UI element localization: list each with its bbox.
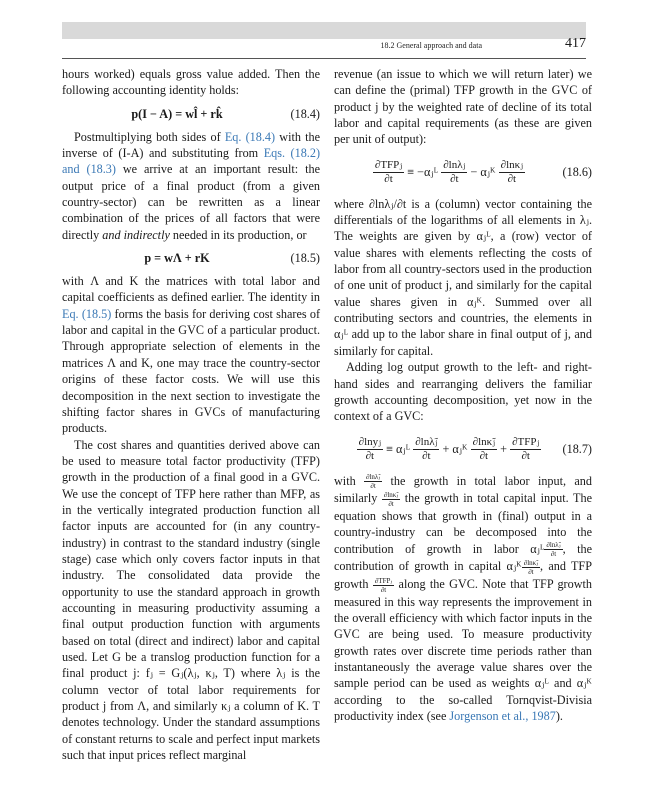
operator: ≡ αⱼᴸ xyxy=(386,441,411,456)
text: along the GVC. Note that TFP growth measured in this way represents the improvement in the overall efficiency with which factor inputs in the GVC are being used. To measure productivity growth rates over discrete time periods rather than instantaneously the average value shares over the sample period can be used as weights αⱼᴸ and αⱼᴷ according to the so-called Tornqvist-Divisia productivity index (see xyxy=(334,577,592,724)
fraction xyxy=(413,436,439,463)
denominator: ∂t xyxy=(507,173,517,186)
denominator: ∂t xyxy=(388,499,394,508)
eq-link[interactable]: Eq. (18.5) xyxy=(62,306,112,321)
header-band xyxy=(62,22,586,39)
text: ). xyxy=(555,709,563,724)
operator: + αⱼᴷ xyxy=(442,441,468,456)
fraction xyxy=(373,577,394,594)
eq-link[interactable]: Eq. (18.4) xyxy=(224,129,276,144)
text: , the contribution of growth in capital αⱼᴷ xyxy=(334,541,592,574)
operator: + xyxy=(500,441,508,456)
text: forms the basis for deriving cost shares of labor and capital in the GVC of a particular product. Through appropriate selection of elements in the matrices Λ and K, one may trace the country-sector origins of these factor costs. We will use this decomposition in the next section to investigate the shifting factor shares in GVCs of manufacturing products. xyxy=(62,306,321,436)
equation-body: p(I − A) = wl̂ + rk̂ xyxy=(131,106,223,121)
numerator: ∂TFPⱼ xyxy=(374,159,403,172)
numerator: ∂lnκ̃ⱼ xyxy=(523,559,539,568)
page-number: 417 xyxy=(565,36,586,51)
paragraph: where ∂lnλⱼ/∂t is a (column) vector containing the differentials of the logarithms of all elements in λⱼ. The weights are given by αⱼᴸ, a (row) vector of value shares with elements reflecting the costs of labor from all country-sectors used in the production of one unit of product j, and similarly for the capital value shares given in αⱼᴷ. Summed over all contributing sectors and countries, the elements in αⱼᴸ add up to the labor share in final output of j, and similarly for capital. xyxy=(334,196,592,358)
denominator: ∂t xyxy=(550,550,557,559)
fraction xyxy=(510,436,541,463)
paragraph: revenue (an issue to which we will return later) we can define the (primal) TFP growth in the GVC of product j by the weighted rate of decline of its total labor and capital requirements (as these are given per unit of output): xyxy=(334,67,592,147)
equation-number: (18.5) xyxy=(290,251,320,266)
paragraph xyxy=(62,273,320,436)
eq-link[interactable]: Eqs. (18.2) and (18.3) xyxy=(62,146,320,177)
paragraph: Adding log output growth to the left- and right-hand sides and rearranging delivers the familiar growth accounting decomposition, yet now in the context of a GVC: xyxy=(334,360,592,424)
numerator: ∂lnλⱼ xyxy=(443,159,466,172)
numerator: ∂lnλ̃ⱼ xyxy=(546,541,561,550)
denominator: ∂t xyxy=(380,585,387,594)
equation-body xyxy=(334,427,564,471)
left-column xyxy=(62,66,320,763)
paragraph xyxy=(62,129,320,243)
denominator: ∂t xyxy=(528,568,534,577)
citation-link[interactable]: Jorgenson et al., 1987 xyxy=(449,709,556,724)
text: , and TFP growth xyxy=(334,559,592,592)
text: Postmultiplying both sides of xyxy=(74,129,225,144)
fraction xyxy=(522,559,540,576)
text: with xyxy=(334,473,365,488)
equation-18-5 xyxy=(62,245,320,271)
text: needed in its production, or xyxy=(169,227,307,242)
text: with Λ and K the matrices with total labor and capital coefficients as defined earlier. The identity in xyxy=(62,274,320,305)
fraction xyxy=(499,159,525,186)
equation-18-6 xyxy=(334,150,592,194)
denominator: ∂t xyxy=(479,450,489,463)
equation-18-7 xyxy=(334,427,592,471)
fraction xyxy=(357,436,383,463)
numerator: ∂TFPⱼ xyxy=(512,436,540,449)
fraction xyxy=(471,436,497,463)
denominator: ∂t xyxy=(384,173,393,186)
fraction xyxy=(382,491,400,508)
numerator: ∂lnλ̃ⱼ xyxy=(415,436,438,449)
paragraph: hours worked) equals gross value added. Then the following accounting identity holds: xyxy=(62,67,320,98)
equation-number: (18.6) xyxy=(562,164,592,179)
operator: ≡ −αⱼᴸ xyxy=(407,164,439,179)
emphasis: and indirectly xyxy=(102,227,170,242)
right-column xyxy=(334,66,592,724)
denominator: ∂t xyxy=(450,173,459,186)
fraction xyxy=(544,541,562,558)
numerator: ∂lnλ̃ⱼ xyxy=(366,473,381,482)
numerator: ∂lnyⱼ xyxy=(358,436,382,449)
denominator: ∂t xyxy=(521,450,530,463)
paragraph xyxy=(334,473,592,725)
paragraph: The cost shares and quantities derived above can be used to measure total factor productivity (TFP) growth in the production of a final good in a GVC. We use the concept of TFP here rather than MFP, as in the vertically integrated production function all factor inputs are accounted for (in any country-industry) in contrast to the standard industry (single stage) case which only covers factor inputs in that industry. The consolidated data provide the opportunity to use the standard approach in growth accounting in measuring productivity assuming a final output production function with arguments based on total (direct and indirect) labor and capital used. Let G be a translog production function for a final product j: fⱼ = Gⱼ(λⱼ, κⱼ, T) where λⱼ is the column vector of total labor requirements for product j from Λ, and similarly κⱼ a column of K. T denotes technology. Under the standard assumptions of constant returns to scale and perfect input markets such that input prices reflect marginal xyxy=(62,437,320,763)
fraction xyxy=(364,473,382,490)
fraction xyxy=(441,159,467,186)
denominator: ∂t xyxy=(370,482,376,491)
equation-body xyxy=(334,150,564,194)
operator: − αⱼᴷ xyxy=(470,164,496,179)
header-rule xyxy=(62,58,586,59)
text: the growth in total capital input. The equation shows that growth in (final) output in a country-industry can be decomposed into the contribution of growth in labor αⱼᴸ xyxy=(334,491,592,556)
numerator: ∂lnκⱼ xyxy=(500,159,524,172)
denominator: ∂t xyxy=(422,450,431,463)
running-head: 18.2 General approach and data xyxy=(380,41,482,50)
equation-number: (18.7) xyxy=(562,441,592,456)
numerator: ∂lnκ̃ⱼ xyxy=(472,436,496,449)
fraction xyxy=(373,159,404,186)
numerator: ∂lnκ̃ⱼ xyxy=(383,490,399,499)
numerator: ∂TFPⱼ xyxy=(374,576,393,585)
text: with the inverse of (I-A) and substituting from xyxy=(62,129,321,161)
text: the growth in total labor input, and similarly xyxy=(334,473,592,506)
text: we arrive at an important result: the output price of a final product (from a given country-sector) can be rewritten as a linear combination of the prices of all factors that were directly xyxy=(62,162,320,242)
equation-18-4 xyxy=(62,101,320,127)
equation-number: (18.4) xyxy=(290,106,320,121)
equation-body: p = wΛ + rK xyxy=(144,251,210,266)
denominator: ∂t xyxy=(365,450,375,463)
